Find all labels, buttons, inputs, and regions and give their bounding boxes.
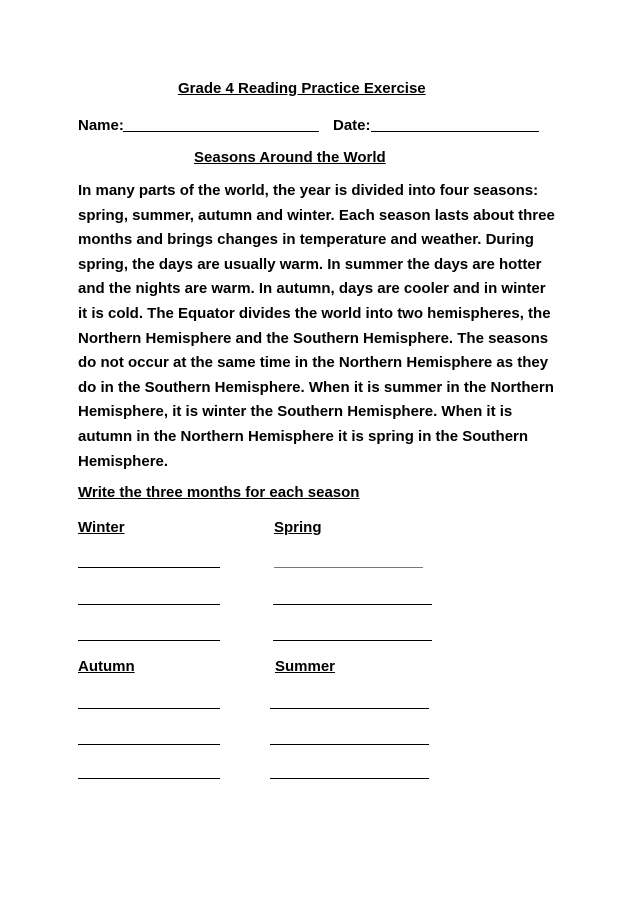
passage-title: Seasons Around the World [194, 149, 386, 166]
spring-answer-blank-3[interactable] [273, 640, 432, 641]
winter-answer-blank-1[interactable] [78, 567, 220, 568]
passage-line: it is cold. The Equator divides the world into two hemispheres, the [78, 304, 551, 322]
passage-line: Hemisphere, it is winter the Southern Hemisphere. When it is [78, 403, 513, 421]
reading-passage [78, 179, 568, 474]
name-label: Name: [78, 117, 124, 134]
summer-heading: Summer [275, 658, 336, 675]
instruction: Write the three months for each season [78, 484, 360, 501]
spring-answer-blank-1[interactable] [274, 567, 423, 568]
autumn-answer-blank-1[interactable] [78, 708, 220, 709]
autumn-answer-blank-2[interactable] [78, 744, 220, 745]
passage-line: autumn in the Northern Hemisphere it is spring in the Southern [78, 427, 529, 445]
winter-answer-blank-3[interactable] [78, 640, 220, 641]
spring-answer-blank-2[interactable] [273, 604, 432, 605]
passage-line: do in the Southern Hemisphere. When it is summer in the Northern [78, 378, 554, 396]
summer-answer-blank-3[interactable] [270, 778, 429, 779]
passage-line: do not occur at the same time in the Northern Hemisphere as they [78, 354, 549, 372]
summer-answer-blank-1[interactable] [270, 708, 429, 709]
autumn-heading: Autumn [78, 658, 135, 675]
passage-line: spring, summer, autumn and winter. Each season lasts about three [78, 206, 555, 224]
passage-line: Northern Hemisphere and the Southern Hemisphere. The seasons [78, 329, 549, 347]
summer-answer-blank-2[interactable] [270, 744, 429, 745]
date-label: Date: [333, 117, 371, 134]
name-blank[interactable] [123, 131, 319, 132]
passage-line: months and brings changes in temperature and weather. During [78, 231, 534, 249]
autumn-answer-blank-3[interactable] [78, 778, 220, 779]
spring-heading: Spring [274, 519, 322, 536]
date-blank[interactable] [371, 131, 539, 132]
worksheet-title: Grade 4 Reading Practice Exercise [178, 80, 426, 97]
passage-line: spring, the days are usually warm. In summer the days are hotter [78, 255, 542, 273]
passage-line: Hemisphere. [78, 452, 169, 470]
passage-line: and the nights are warm. In autumn, days are cooler and in winter [78, 280, 546, 298]
passage-line: In many parts of the world, the year is divided into four seasons: [78, 182, 539, 199]
winter-heading: Winter [78, 519, 125, 536]
winter-answer-blank-2[interactable] [78, 604, 220, 605]
